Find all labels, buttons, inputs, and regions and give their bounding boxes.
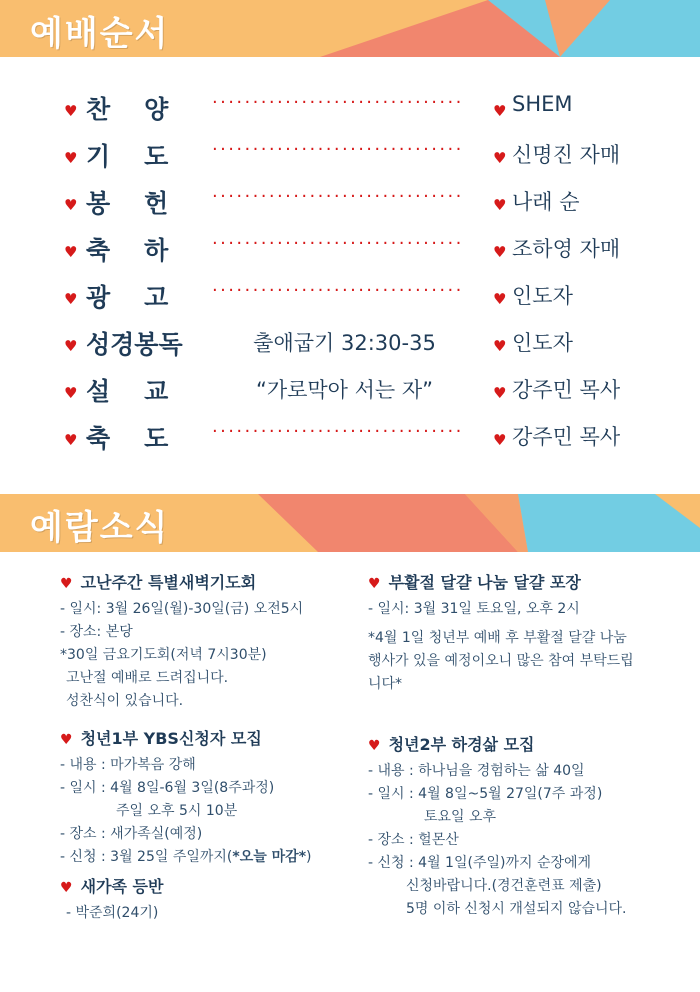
order-person: 강주민 목사 <box>512 425 621 449</box>
heart-icon: ♥ <box>493 149 507 167</box>
order-row <box>0 370 700 410</box>
news-item-title: 부활절 달걀 나눔 달걀 포장 <box>388 573 581 592</box>
order-label: 찬양 <box>86 95 203 124</box>
heart-icon: ♥ <box>64 337 78 355</box>
heart-icon: ♥ <box>64 290 78 308</box>
news-line-part: ) <box>306 849 312 865</box>
dotted-leader: ······························· <box>212 280 464 301</box>
order-row <box>0 88 700 128</box>
heart-icon: ♥ <box>64 149 78 167</box>
order-person: 강주민 목사 <box>512 378 621 402</box>
news-line: - 박준희(24기) <box>66 905 159 921</box>
news-item-easter <box>368 571 668 696</box>
order-label: 축하 <box>86 236 203 265</box>
order-label: 축도 <box>86 424 203 453</box>
order-person: 나래 순 <box>512 190 580 214</box>
heart-icon: ♥ <box>368 576 381 592</box>
dotted-leader: ······························· <box>212 233 464 254</box>
order-label: 성경봉독 <box>86 330 183 359</box>
news-line: - 장소: 본당 <box>60 624 133 640</box>
order-person: SHEM <box>512 92 573 116</box>
news-item-hakyeongsam <box>368 733 668 921</box>
dotted-leader: ······························· <box>212 92 464 113</box>
news-item-newfamily <box>60 875 360 925</box>
news-item-title: 청년2부 하경삶 모집 <box>388 735 535 754</box>
order-label: 광고 <box>86 283 203 312</box>
news-line: 신청바랍니다.(경건훈련표 제출) <box>406 878 602 894</box>
heart-icon: ♥ <box>64 431 78 449</box>
news-line: - 일시: 3월 31일 토요일, 오후 2시 <box>368 601 580 617</box>
order-person: 인도자 <box>512 284 573 308</box>
news-line: 주일 오후 5시 10분 <box>116 803 238 819</box>
news-banner <box>0 494 700 552</box>
order-label: 기도 <box>86 142 203 171</box>
news-line-part: - 신청 : 3월 25일 주일까지( <box>60 849 233 865</box>
news-line <box>60 846 360 869</box>
heart-icon: ♥ <box>493 102 507 120</box>
dotted-leader: ······························· <box>212 139 464 160</box>
news-line: - 일시: 3월 26일(월)-30일(금) 오전5시 <box>60 601 304 617</box>
heart-icon: ♥ <box>493 243 507 261</box>
news-title: 예람소식 <box>30 508 170 548</box>
news-right-column <box>368 571 668 921</box>
order-label: 봉헌 <box>86 189 203 218</box>
news-line: - 내용 : 하나님을 경험하는 삶 40일 <box>368 763 585 779</box>
news-line: - 일시 : 4월 8일-6월 3일(8주과정) <box>60 780 275 796</box>
heart-icon: ♥ <box>493 431 507 449</box>
news-left-column <box>60 571 360 925</box>
order-row <box>0 135 700 175</box>
heart-icon: ♥ <box>60 576 73 592</box>
dotted-leader: ······························· <box>212 186 464 207</box>
news-line: - 신청 : 4월 1일(주일)까지 순장에게 <box>368 855 592 871</box>
order-label: 설교 <box>86 377 203 406</box>
dotted-leader: ······························· <box>212 421 464 442</box>
heart-icon: ♥ <box>64 196 78 214</box>
news-line: - 일시 : 4월 8일~5월 27일(7주 과정) <box>368 786 603 802</box>
news-line: 토요일 오후 <box>424 809 497 825</box>
news-line: - 내용 : 마가복음 강해 <box>60 757 196 773</box>
news-item-title: 청년1부 YBS신청자 모집 <box>80 729 262 748</box>
order-row <box>0 182 700 222</box>
order-row <box>0 276 700 316</box>
scripture-reference: 출애굽기 32:30-35 <box>253 331 436 355</box>
worship-order-title: 예배순서 <box>30 14 170 54</box>
news-item-title: 고난주간 특별새벽기도회 <box>80 573 257 592</box>
news-item-title: 새가족 등반 <box>80 877 164 896</box>
news-line: *30일 금요기도회(저녁 7시30분) <box>60 647 267 663</box>
news-line: - 장소 : 헐몬산 <box>368 832 459 848</box>
order-row <box>0 229 700 269</box>
order-person: 인도자 <box>512 331 573 355</box>
heart-icon: ♥ <box>64 102 78 120</box>
news-note: *4월 1일 청년부 예배 후 부활절 달걀 나눔 행사가 있을 예정이오니 많은 참여 부탁드립니다* <box>368 630 634 692</box>
heart-icon: ♥ <box>368 738 381 754</box>
order-person: 신명진 자매 <box>512 143 621 167</box>
heart-icon: ♥ <box>493 290 507 308</box>
heart-icon: ♥ <box>493 337 507 355</box>
order-row <box>0 417 700 457</box>
sermon-title: “가로막아 서는 자” <box>255 378 434 402</box>
news-line: 성찬식이 있습니다. <box>66 693 184 709</box>
news-line: - 장소 : 새가족실(예정) <box>60 826 203 842</box>
news-line: 고난절 예배로 드려집니다. <box>66 670 229 686</box>
news-item-ybs <box>60 727 360 869</box>
heart-icon: ♥ <box>493 384 507 402</box>
order-row <box>0 323 700 363</box>
order-person: 조하영 자매 <box>512 237 621 261</box>
deadline-note: *오늘 마감* <box>232 849 307 865</box>
heart-icon: ♥ <box>64 384 78 402</box>
news-line: 5명 이하 신청시 개설되지 않습니다. <box>406 901 627 917</box>
heart-icon: ♥ <box>493 196 507 214</box>
heart-icon: ♥ <box>60 732 73 748</box>
heart-icon: ♥ <box>60 880 73 896</box>
worship-order-banner <box>0 0 700 57</box>
news-item-prayer <box>60 571 360 713</box>
heart-icon: ♥ <box>64 243 78 261</box>
